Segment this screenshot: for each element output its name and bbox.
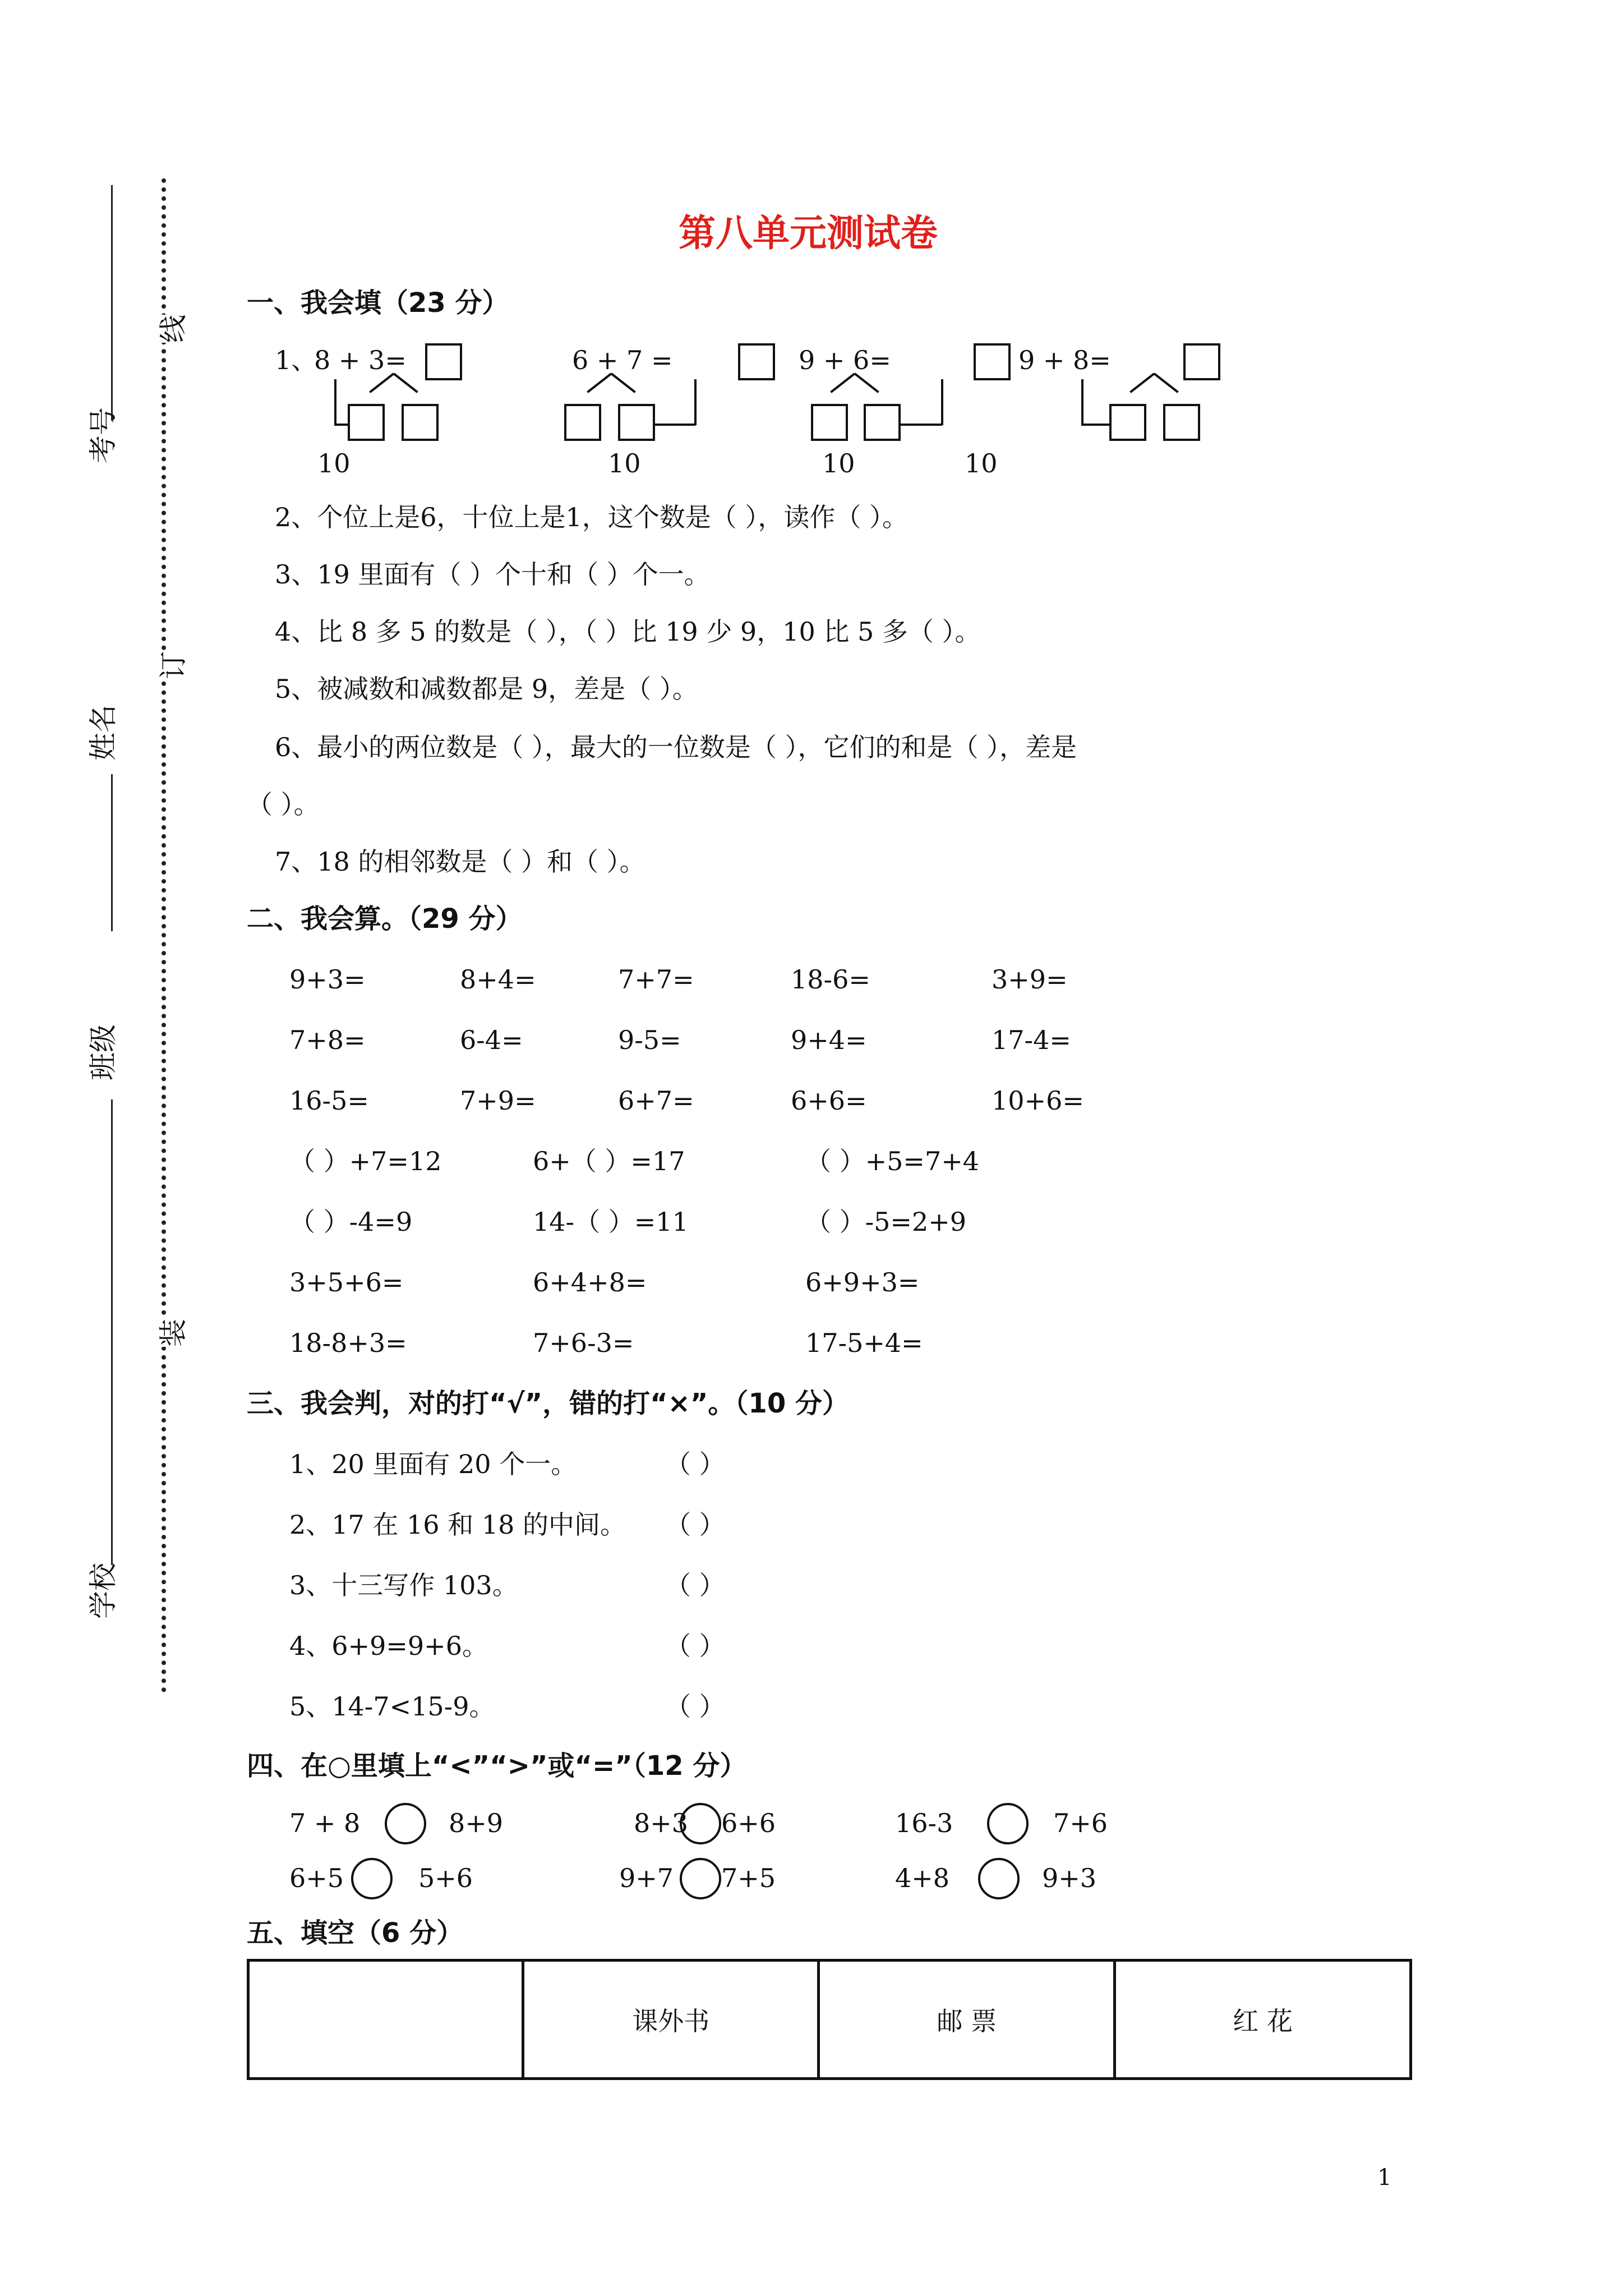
- judge-2-paren[interactable]: （ ）: [665, 1510, 725, 1540]
- binding-line-class: [111, 1099, 113, 1492]
- calc-r3-c2: 7+9=: [460, 1085, 536, 1116]
- calc-r1-c4: 18-6=: [791, 964, 870, 995]
- judge-4-paren[interactable]: （ ）: [665, 1631, 725, 1661]
- table-row: [248, 1961, 1411, 2079]
- q1-group4-vline: [1081, 379, 1083, 425]
- q1-group1-hline: [334, 424, 348, 426]
- q1-group4-branch-left: [1129, 372, 1155, 393]
- calc-r2-c3: 9-5=: [618, 1025, 681, 1055]
- q1-group2-vline: [694, 379, 697, 425]
- binding-char-zhuang: 装: [151, 1319, 191, 1347]
- calc-r3-c4: 6+6=: [791, 1085, 867, 1116]
- q1-group4-branch-right: [1154, 372, 1179, 393]
- q1-prefix: 1、: [275, 345, 317, 375]
- compare-r2-c1-right: 5+6: [418, 1863, 473, 1893]
- exam-no-label: 考号: [87, 407, 119, 463]
- fill-table: [247, 1959, 1412, 2080]
- judge-1-paren[interactable]: （ ）: [665, 1449, 725, 1479]
- compare-r1-c1-right: 8+9: [449, 1808, 504, 1838]
- judge-3-text: 3、十三写作 103。: [289, 1570, 518, 1600]
- binding-line-exam-no: [111, 185, 113, 421]
- q4: 4、比 8 多 5 的数是（ ），（ ）比 19 少 9，10 比 5 多（ ）。: [275, 616, 981, 647]
- page-number: 1: [1377, 2165, 1392, 2191]
- q1-group4-hline: [1081, 424, 1109, 426]
- section1-heading: 一、我会填（23 分）: [247, 287, 509, 319]
- calc-r4-c1: （ ）+7=12: [289, 1146, 442, 1176]
- binding-line-name: [111, 774, 113, 931]
- q6: 6、最小的两位数是（ ），最大的一位数是（ ），它们的和是（ ），差是: [275, 732, 1077, 762]
- calc-r5-c1: （ ）-4=9: [289, 1207, 413, 1237]
- q1-group4-expr: 9 + 8=: [1018, 345, 1111, 375]
- compare-r2-c3-left: 4+8: [895, 1863, 950, 1893]
- q1-group2-hline: [654, 424, 695, 426]
- calc-r4-c2: 6+（ ）=17: [533, 1146, 685, 1176]
- q1-group3-hline: [900, 424, 942, 426]
- q1-group3-split-box-1[interactable]: [811, 404, 848, 441]
- calc-r1-c1: 9+3=: [289, 964, 366, 995]
- compare-r1-c1-left: 7 + 8: [289, 1808, 361, 1838]
- q1-group3-split-box-2[interactable]: [864, 404, 901, 441]
- q7: 7、18 的相邻数是（ ）和（ ）。: [275, 846, 645, 877]
- judge-3-paren[interactable]: （ ）: [665, 1570, 725, 1600]
- compare-r1-c3-circle[interactable]: [987, 1803, 1029, 1844]
- q2: 2、个位上是6，十位上是1，这个数是（ ），读作（ ）。: [275, 502, 909, 532]
- compare-r1-c2-right: 6+6: [721, 1808, 776, 1838]
- q1-group4-split-box-1[interactable]: [1109, 404, 1146, 441]
- q1-group2-split-box-2[interactable]: [618, 404, 655, 441]
- compare-r2-c3-circle[interactable]: [978, 1858, 1020, 1899]
- compare-r2-c2-circle[interactable]: [680, 1858, 721, 1899]
- judge-1-text: 1、20 里面有 20 个一。: [289, 1449, 577, 1479]
- section4-heading: 四、在○里填上“<”“>”或“=”（12 分）: [247, 1750, 747, 1782]
- calc-r1-c2: 8+4=: [460, 964, 536, 995]
- compare-r2-c2-right: 7+5: [721, 1863, 776, 1893]
- compare-r1-c3-left: 16-3: [895, 1808, 953, 1838]
- binding-char-ding: 订: [151, 651, 191, 679]
- calc-r5-c2: 14-（ ）=11: [533, 1207, 689, 1237]
- calc-r7-c3: 17-5+4=: [805, 1328, 923, 1358]
- q1-group4-ten: 10: [965, 448, 998, 478]
- table-cell-blank[interactable]: [248, 1961, 523, 2079]
- name-label: 姓名: [87, 705, 119, 761]
- q1-group1-split-box-1[interactable]: [348, 404, 385, 441]
- calc-r3-c3: 6+7=: [618, 1085, 694, 1116]
- compare-r2-c3-right: 9+3: [1042, 1863, 1097, 1893]
- table-header-stamps: 邮 票: [819, 1961, 1115, 2079]
- calc-r2-c1: 7+8=: [289, 1025, 366, 1055]
- calc-r6-c1: 3+5+6=: [289, 1267, 404, 1297]
- calc-r2-c5: 17-4=: [992, 1025, 1071, 1055]
- q3: 3、19 里面有（ ）个十和（ ）个一。: [275, 559, 710, 590]
- q1-group3-vline: [941, 379, 943, 425]
- calc-r7-c2: 7+6-3=: [533, 1328, 634, 1358]
- q5: 5、被减数和减数都是 9，差是（ ）。: [275, 674, 698, 704]
- q1-group2-answer-box[interactable]: [738, 343, 775, 380]
- compare-r2-c1-left: 6+5: [289, 1863, 344, 1893]
- school-label: 学校: [87, 1563, 119, 1619]
- calc-r3-c1: 16-5=: [289, 1085, 369, 1116]
- q1-group2-ten: 10: [608, 448, 641, 478]
- q1-group1-vline: [334, 379, 336, 425]
- calc-r2-c2: 6-4=: [460, 1025, 523, 1055]
- calc-r6-c3: 6+9+3=: [805, 1267, 920, 1297]
- judge-5-text: 5、14-7<15-9。: [289, 1691, 495, 1722]
- q1-group4-split-box-2[interactable]: [1163, 404, 1200, 441]
- q1-group3-answer-box[interactable]: [974, 343, 1011, 380]
- q1-group4-answer-box[interactable]: [1183, 343, 1220, 380]
- calc-r5-c3: （ ）-5=2+9: [805, 1207, 967, 1237]
- q1-group1-split-box-2[interactable]: [402, 404, 439, 441]
- calc-r3-c5: 10+6=: [992, 1085, 1084, 1116]
- binding-line-school: [111, 1487, 113, 1565]
- compare-r1-c1-circle[interactable]: [385, 1803, 426, 1844]
- q1-group1-ten: 10: [317, 448, 351, 478]
- q6-continued: （ ）。: [247, 789, 320, 820]
- q1-group3-ten: 10: [822, 448, 855, 478]
- q1-group2-expr: 6 + 7 =: [572, 345, 673, 375]
- judge-2-text: 2、17 在 16 和 18 的中间。: [289, 1510, 626, 1540]
- binding-char-line: 线: [151, 315, 191, 343]
- calc-r6-c2: 6+4+8=: [533, 1267, 647, 1297]
- compare-r2-c1-circle[interactable]: [351, 1858, 393, 1899]
- judge-5-paren[interactable]: （ ）: [665, 1691, 725, 1722]
- table-header-red-flowers: 红 花: [1115, 1961, 1411, 2079]
- compare-r2-c2-left: 9+7: [619, 1863, 674, 1893]
- judge-4-text: 4、6+9=9+6。: [289, 1631, 488, 1661]
- q1-group3-expr: 9 + 6=: [799, 345, 891, 375]
- calc-r2-c4: 9+4=: [791, 1025, 867, 1055]
- binding-dotted-line: [162, 178, 166, 1693]
- table-header-books: 课外书: [523, 1961, 819, 2079]
- q1-group1-answer-box[interactable]: [425, 343, 462, 380]
- calc-r1-c3: 7+7=: [618, 964, 694, 995]
- compare-r1-c2-circle[interactable]: [680, 1803, 721, 1844]
- q1-group2-split-box-1[interactable]: [564, 404, 601, 441]
- class-label: 班级: [87, 1024, 119, 1080]
- q1-group1-expr: 8 + 3=: [314, 345, 407, 375]
- calc-r4-c3: （ ）+5=7+4: [805, 1146, 980, 1176]
- section5-heading: 五、填空（6 分）: [247, 1917, 464, 1949]
- section2-heading: 二、我会算。（29 分）: [247, 903, 523, 935]
- calc-r1-c5: 3+9=: [992, 964, 1068, 995]
- calc-r7-c1: 18-8+3=: [289, 1328, 407, 1358]
- page-title: 第八单元测试卷: [679, 211, 938, 255]
- compare-r1-c2-left: 8+3: [634, 1808, 689, 1838]
- compare-r1-c3-right: 7+6: [1053, 1808, 1108, 1838]
- section3-heading: 三、我会判，对的打“√”，错的打“×”。（10 分）: [247, 1388, 849, 1419]
